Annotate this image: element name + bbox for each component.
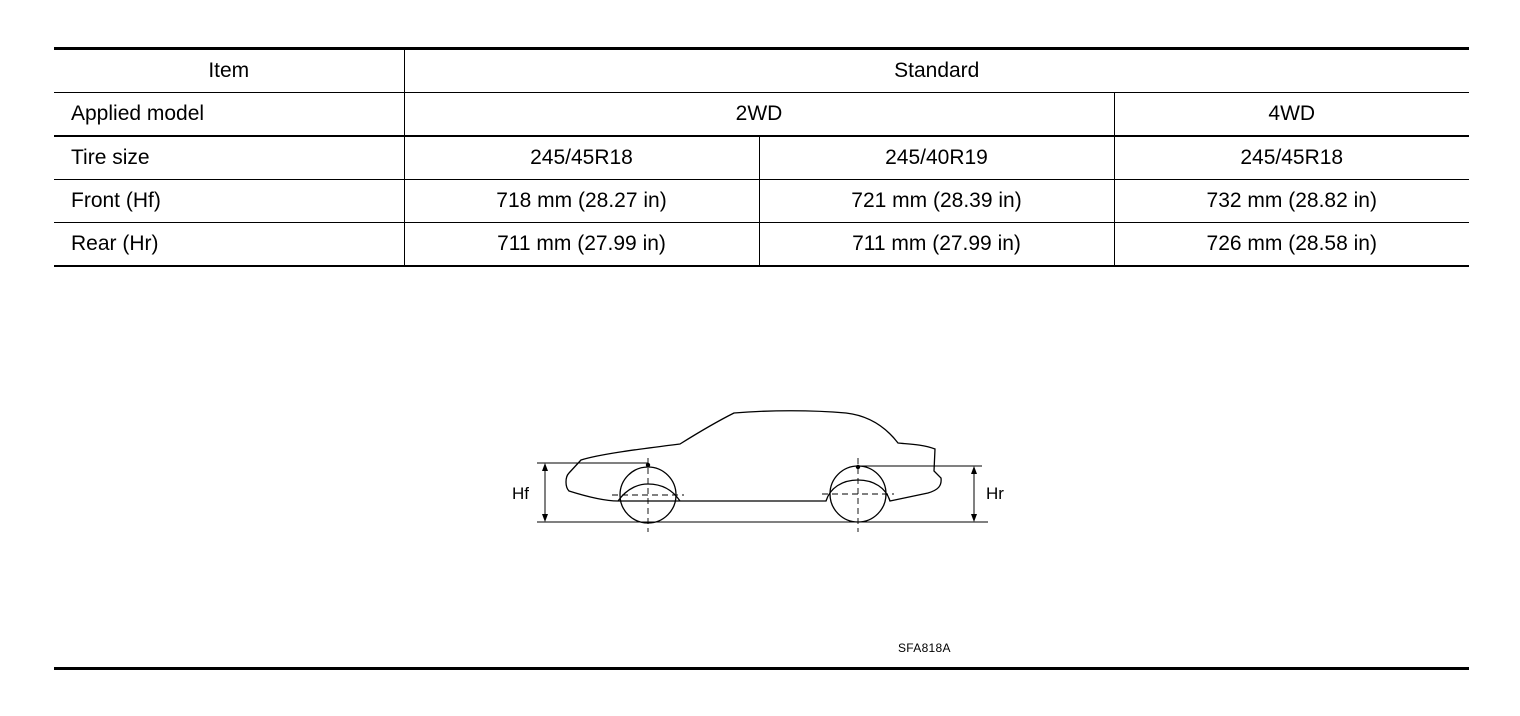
- row-label: Tire size: [54, 136, 404, 180]
- bottom-rule: [54, 667, 1469, 670]
- car-side-diagram: [500, 400, 1000, 540]
- table-cell: 726 mm (28.58 in): [1114, 223, 1469, 267]
- hr-label: Hr: [986, 484, 1004, 503]
- model-2wd: 2WD: [404, 93, 1114, 137]
- rear-height-arrow-top: [971, 466, 977, 474]
- hf-label: Hf: [512, 484, 529, 503]
- table-row: [54, 136, 1469, 180]
- header-item: Item: [54, 49, 404, 93]
- figure-caption: SFA818A: [898, 641, 951, 655]
- header-standard: Standard: [404, 49, 1469, 93]
- table-cell: 711 mm (27.99 in): [404, 223, 759, 267]
- table-cell: 245/45R18: [1114, 136, 1469, 180]
- row-label: Front (Hf): [54, 180, 404, 223]
- row-label: Rear (Hr): [54, 223, 404, 267]
- table-cell: 721 mm (28.39 in): [759, 180, 1114, 223]
- table-header-row: [54, 49, 1469, 93]
- applied-model-label: Applied model: [54, 93, 404, 137]
- model-4wd: 4WD: [1114, 93, 1469, 137]
- spec-table: [54, 47, 1469, 267]
- vehicle-height-figure: [500, 400, 1004, 545]
- front-height-arrow-bottom: [542, 514, 548, 522]
- table-cell: 711 mm (27.99 in): [759, 223, 1114, 267]
- table-cell: 245/45R18: [404, 136, 759, 180]
- table-row: [54, 180, 1469, 223]
- rear-height-arrow-bottom: [971, 514, 977, 522]
- front-height-arrow-top: [542, 463, 548, 471]
- table-cell: 718 mm (28.27 in): [404, 180, 759, 223]
- table-row: [54, 223, 1469, 267]
- applied-model-row: [54, 93, 1469, 137]
- table-cell: 245/40R19: [759, 136, 1114, 180]
- table-cell: 732 mm (28.82 in): [1114, 180, 1469, 223]
